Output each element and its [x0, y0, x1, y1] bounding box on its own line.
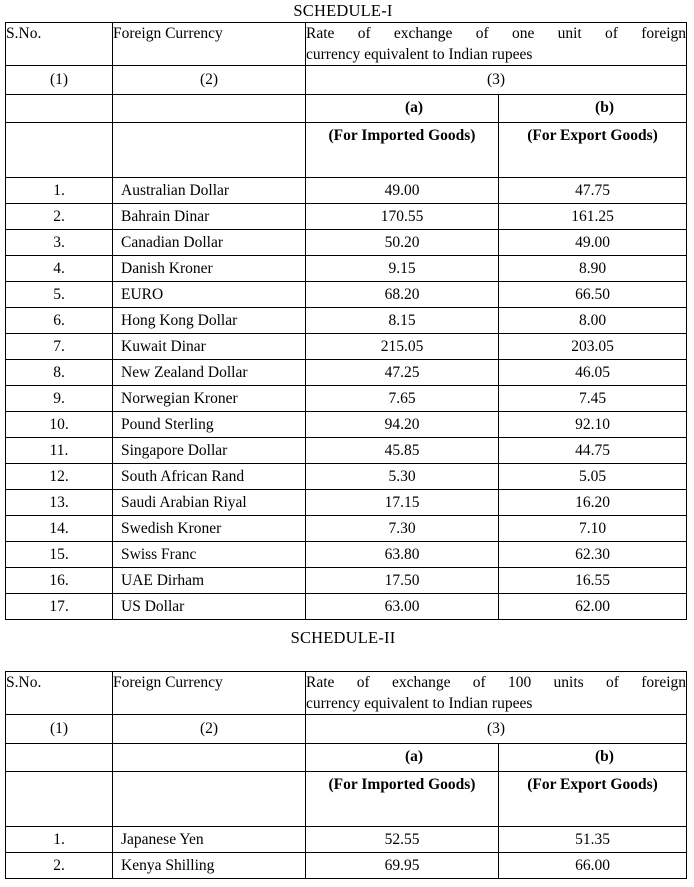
- cell-foreign-currency: EURO: [113, 282, 306, 308]
- cell-rate-export: 66.50: [499, 282, 687, 308]
- cell-rate-imported: 170.55: [306, 204, 499, 230]
- cell-serial-number: 15.: [6, 542, 113, 568]
- cell-rate-export: 16.20: [499, 490, 687, 516]
- cell-rate-imported: 63.80: [306, 542, 499, 568]
- schedule-1-header-row: [6, 23, 687, 66]
- table-row: [6, 568, 687, 594]
- cell-serial-number: 17.: [6, 594, 113, 620]
- table-row: [6, 230, 687, 256]
- cell-serial-number: 5.: [6, 282, 113, 308]
- header-rate-of-exchange: [306, 23, 687, 66]
- table-row: [6, 308, 687, 334]
- goods-imported-label: (For Imported Goods): [306, 123, 499, 178]
- schedule-1-goods-row: [6, 123, 687, 178]
- cell-serial-number: 12.: [6, 464, 113, 490]
- cell-foreign-currency: Hong Kong Dollar: [113, 308, 306, 334]
- cell-rate-imported: 50.20: [306, 230, 499, 256]
- schedule-2-table: [5, 671, 687, 879]
- cell-rate-imported: 94.20: [306, 412, 499, 438]
- table-row: [6, 464, 687, 490]
- cell-serial-number: 14.: [6, 516, 113, 542]
- header-rate-line-1: Rate of exchange of 100 units of foreign: [306, 674, 686, 691]
- cell-foreign-currency: Singapore Dollar: [113, 438, 306, 464]
- column-number-1: (1): [6, 66, 113, 95]
- schedule-1-title: SCHEDULE-I: [293, 1, 393, 20]
- goods-blank-sno: [6, 772, 113, 827]
- table-row: [6, 594, 687, 620]
- cell-foreign-currency: Pound Sterling: [113, 412, 306, 438]
- sublabel-a: [306, 95, 499, 123]
- cell-serial-number: 1.: [6, 827, 113, 853]
- table-row: [6, 386, 687, 412]
- goods-blank-currency: [113, 123, 306, 178]
- cell-rate-export: 66.00: [499, 853, 687, 879]
- cell-rate-export: 8.00: [499, 308, 687, 334]
- cell-rate-export: 5.05: [499, 464, 687, 490]
- cell-serial-number: 10.: [6, 412, 113, 438]
- cell-serial-number: 11.: [6, 438, 113, 464]
- cell-rate-imported: 68.20: [306, 282, 499, 308]
- sublabel-b-text: (b): [595, 99, 614, 116]
- cell-foreign-currency: South African Rand: [113, 464, 306, 490]
- schedule-1-table: [5, 22, 687, 620]
- cell-serial-number: 6.: [6, 308, 113, 334]
- cell-foreign-currency: Kuwait Dinar: [113, 334, 306, 360]
- header-rate-line-2: currency equivalent to Indian rupees: [306, 46, 533, 63]
- cell-foreign-currency: Norwegian Kroner: [113, 386, 306, 412]
- header-rate-line-1: Rate of exchange of one unit of foreign: [306, 25, 687, 42]
- cell-rate-imported: 45.85: [306, 438, 499, 464]
- schedule-2-goods-row: [6, 772, 687, 827]
- table-row: [6, 256, 687, 282]
- schedule-2-body: [6, 672, 687, 879]
- goods-blank-sno: [6, 123, 113, 178]
- header-sno: S.No.: [6, 672, 113, 715]
- cell-foreign-currency: Saudi Arabian Riyal: [113, 490, 306, 516]
- cell-rate-export: 49.00: [499, 230, 687, 256]
- table-row: [6, 334, 687, 360]
- column-number-1: (1): [6, 715, 113, 744]
- sublabel-blank-currency: [113, 744, 306, 772]
- cell-foreign-currency: Canadian Dollar: [113, 230, 306, 256]
- cell-serial-number: 13.: [6, 490, 113, 516]
- cell-serial-number: 4.: [6, 256, 113, 282]
- cell-foreign-currency: Swedish Kroner: [113, 516, 306, 542]
- column-number-3: (3): [306, 66, 687, 95]
- table-row: [6, 438, 687, 464]
- header-foreign-currency: Foreign Currency: [113, 23, 306, 66]
- goods-export-label: (For Export Goods): [499, 123, 687, 178]
- cell-foreign-currency: Bahrain Dinar: [113, 204, 306, 230]
- cell-rate-imported: 17.15: [306, 490, 499, 516]
- cell-rate-export: 62.30: [499, 542, 687, 568]
- sublabel-blank-sno: [6, 744, 113, 772]
- column-number-2: (2): [113, 66, 306, 95]
- cell-foreign-currency: Australian Dollar: [113, 178, 306, 204]
- cell-rate-imported: 5.30: [306, 464, 499, 490]
- header-rate-line-2: currency equivalent to Indian rupees: [306, 695, 533, 712]
- cell-rate-imported: 7.65: [306, 386, 499, 412]
- cell-rate-export: 62.00: [499, 594, 687, 620]
- sublabel-a-text: (a): [404, 99, 424, 116]
- table-row: [6, 490, 687, 516]
- cell-rate-export: 46.05: [499, 360, 687, 386]
- table-row: [6, 542, 687, 568]
- cell-rate-export: 8.90: [499, 256, 687, 282]
- cell-foreign-currency: Swiss Franc: [113, 542, 306, 568]
- goods-blank-currency: [113, 772, 306, 827]
- sublabel-a-text: (a): [404, 748, 424, 765]
- sublabel-b: [499, 95, 687, 123]
- cell-foreign-currency: Kenya Shilling: [113, 853, 306, 879]
- cell-serial-number: 2.: [6, 853, 113, 879]
- cell-rate-export: 51.35: [499, 827, 687, 853]
- schedule-2-column-number-row: [6, 715, 687, 744]
- schedule-2-sublabel-row: [6, 744, 687, 772]
- cell-rate-imported: 8.15: [306, 308, 499, 334]
- table-row: [6, 282, 687, 308]
- cell-rate-imported: 7.30: [306, 516, 499, 542]
- cell-rate-imported: 17.50: [306, 568, 499, 594]
- cell-rate-export: 203.05: [499, 334, 687, 360]
- sublabel-blank-currency: [113, 95, 306, 123]
- schedule-1-sublabel-row: [6, 95, 687, 123]
- header-foreign-currency: Foreign Currency: [113, 672, 306, 715]
- table-row: [6, 827, 687, 853]
- cell-serial-number: 3.: [6, 230, 113, 256]
- table-row: [6, 412, 687, 438]
- cell-rate-imported: 9.15: [306, 256, 499, 282]
- cell-rate-imported: 47.25: [306, 360, 499, 386]
- cell-foreign-currency: UAE Dirham: [113, 568, 306, 594]
- table-row: [6, 516, 687, 542]
- cell-rate-export: 47.75: [499, 178, 687, 204]
- sublabel-a: [306, 744, 499, 772]
- cell-rate-export: 161.25: [499, 204, 687, 230]
- cell-rate-imported: 63.00: [306, 594, 499, 620]
- cell-serial-number: 16.: [6, 568, 113, 594]
- sublabel-blank-sno: [6, 95, 113, 123]
- cell-serial-number: 2.: [6, 204, 113, 230]
- cell-serial-number: 7.: [6, 334, 113, 360]
- table-row: [6, 360, 687, 386]
- cell-rate-imported: 49.00: [306, 178, 499, 204]
- cell-foreign-currency: Japanese Yen: [113, 827, 306, 853]
- schedule-1-column-number-row: [6, 66, 687, 95]
- sublabel-b-text: (b): [595, 748, 614, 765]
- header-rate-of-exchange: [306, 672, 687, 715]
- column-number-3: (3): [306, 715, 687, 744]
- cell-rate-export: 7.10: [499, 516, 687, 542]
- cell-rate-export: 7.45: [499, 386, 687, 412]
- cell-serial-number: 9.: [6, 386, 113, 412]
- cell-rate-export: 92.10: [499, 412, 687, 438]
- header-sno: S.No.: [6, 23, 113, 66]
- cell-rate-imported: 69.95: [306, 853, 499, 879]
- cell-foreign-currency: New Zealand Dollar: [113, 360, 306, 386]
- table-row: [6, 178, 687, 204]
- table-row: [6, 204, 687, 230]
- schedule-2-header-row: [6, 672, 687, 715]
- cell-rate-imported: 52.55: [306, 827, 499, 853]
- goods-imported-label: (For Imported Goods): [306, 772, 499, 827]
- goods-export-label: (For Export Goods): [499, 772, 687, 827]
- cell-rate-imported: 215.05: [306, 334, 499, 360]
- cell-serial-number: 8.: [6, 360, 113, 386]
- cell-foreign-currency: US Dollar: [113, 594, 306, 620]
- cell-foreign-currency: Danish Kroner: [113, 256, 306, 282]
- cell-rate-export: 44.75: [499, 438, 687, 464]
- schedule-2-title: SCHEDULE-II: [290, 628, 396, 647]
- cell-rate-export: 16.55: [499, 568, 687, 594]
- cell-serial-number: 1.: [6, 178, 113, 204]
- sublabel-b: [499, 744, 687, 772]
- schedule-1-body: [6, 23, 687, 620]
- column-number-2: (2): [113, 715, 306, 744]
- table-row: [6, 853, 687, 879]
